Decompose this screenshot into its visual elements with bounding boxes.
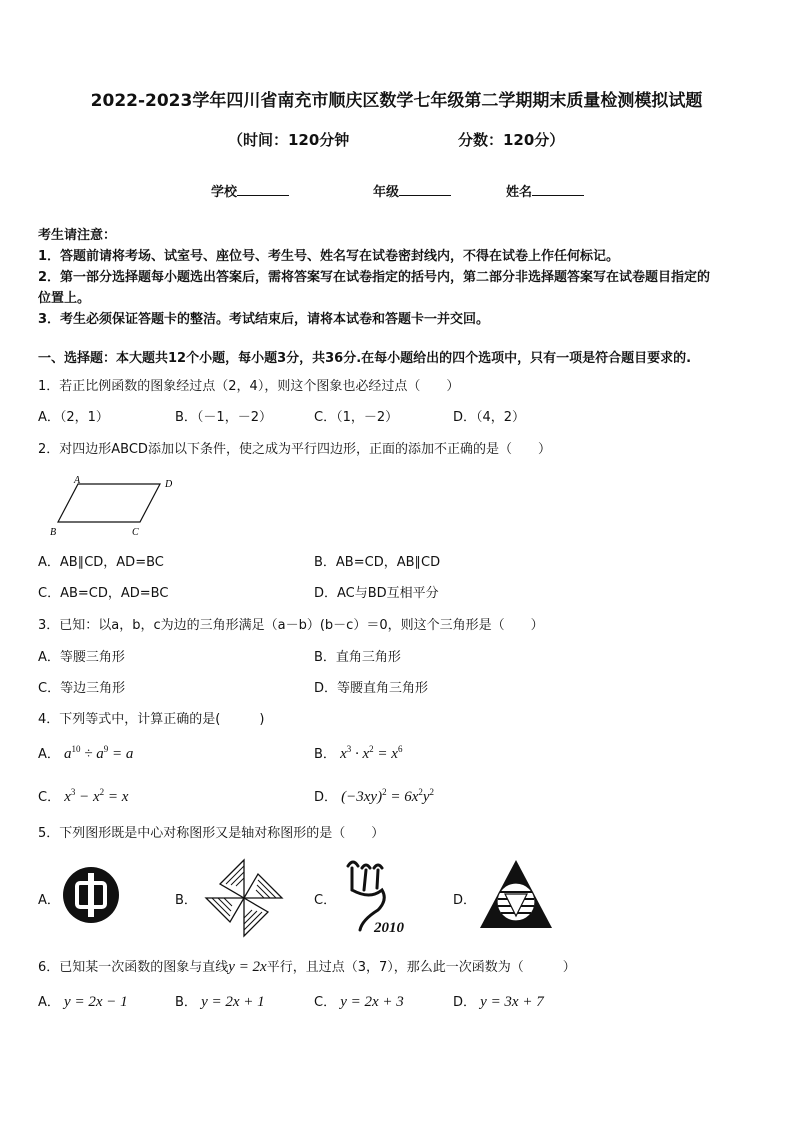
expo-logo-icon — [340, 856, 410, 938]
q6-option-b-label: B． — [175, 995, 197, 1010]
q6-option-a-label: A． — [38, 995, 60, 1010]
q6-option-a — [38, 991, 128, 1011]
notice-line-3: 3．考生必须保证答题卡的整洁。考试结束后，请将本试卷和答题卡一并交回。 — [38, 312, 490, 327]
q6-option-c — [314, 991, 404, 1011]
notice-line-2a: 2．第一部分选择题每小题选出答案后，需将答案写在试卷指定的括号内，第二部分非选择题答案写在试卷题目指定的 — [38, 270, 711, 285]
q4-option-d-formula: $(-3xy)^2 = 6x^2y^2$ — [341, 787, 435, 805]
q4-option-b-formula: $x^3 \cdot x^2 = x^6$ — [340, 744, 403, 762]
q1-option-b: B．（－1，－2） — [175, 410, 272, 425]
q4-option-d-label: D． — [314, 790, 338, 805]
q3-option-c: C．等边三角形 — [38, 681, 126, 696]
q4-option-a-label: A． — [38, 747, 60, 762]
q5-option-b-label: B． — [175, 893, 197, 908]
q1-stem: 1．若正比例函数的图象经过点（2，4），则这个图象也必经过点（ ） — [38, 379, 460, 394]
q6-option-d-formula: y = 3x + 7 — [480, 994, 544, 1010]
q6-stem — [38, 956, 576, 976]
q4-option-c — [38, 786, 128, 806]
expo-logo-year: 2010 — [374, 920, 404, 936]
bank-logo-icon — [60, 864, 122, 926]
vertex-label-b: B — [50, 527, 57, 538]
notice-line-1: 1．答题前请将考场、试室号、座位号、考生号、姓名写在试卷密封线内，不得在试卷上作任何标记。 — [38, 249, 620, 264]
name-label: 姓名 — [506, 185, 533, 200]
q6-option-b — [175, 991, 265, 1011]
parallelogram-figure — [44, 474, 184, 540]
q1-option-c: C．（1，－2） — [314, 410, 399, 425]
name-blank — [532, 181, 584, 196]
q4-option-d — [314, 786, 434, 806]
q5-option-a-label: A． — [38, 893, 60, 908]
school-label: 学校 — [211, 185, 238, 200]
q2-option-b: B．AB=CD，AB∥CD — [314, 555, 441, 570]
vertex-label-c: C — [132, 527, 139, 538]
vertex-label-d: D — [165, 479, 173, 490]
q6-option-a-formula: y = 2x − 1 — [64, 994, 128, 1010]
q2-stem: 2．对四边形ABCD添加以下条件，使之成为平行四边形，正面的添加不正确的是（ ） — [38, 442, 551, 457]
q5-stem: 5．下列图形既是中心对称图形又是轴对称图形的是（ ） — [38, 826, 385, 841]
q3-option-b: B．直角三角形 — [314, 650, 401, 665]
q4-option-c-formula: $x^3 - x^2 = x$ — [64, 787, 129, 805]
q6-stem-formula: y = 2x — [228, 959, 267, 975]
vertex-label-a: A — [74, 475, 81, 486]
section-heading: 一、选择题：本大题共12个小题，每小题3分，共36分.在每小题给出的四个选项中，只有一项是符合题目要求的. — [38, 351, 692, 366]
grade-blank — [399, 181, 451, 196]
q4-option-b — [314, 743, 402, 763]
q6-option-d — [453, 991, 544, 1011]
q2-option-c: C．AB=CD，AD=BC — [38, 586, 169, 601]
q6-option-b-formula: y = 2x + 1 — [201, 994, 265, 1010]
q4-option-a-formula: $a^{10} \div a^9 = a$ — [64, 744, 134, 762]
triangle-circle-icon — [478, 856, 554, 932]
q4-option-a — [38, 743, 133, 763]
q3-option-a: A．等腰三角形 — [38, 650, 125, 665]
q2-option-d: D．AC与BD互相平分 — [314, 586, 439, 601]
q4-option-b-label: B． — [314, 747, 336, 762]
q4-stem: 4．下列等式中，计算正确的是( ) — [38, 712, 265, 727]
q6-stem-pre: 6．已知某一次函数的图象与直线 — [38, 960, 229, 975]
school-blank — [237, 181, 289, 196]
notice-heading: 考生请注意： — [38, 228, 117, 243]
q1-option-a: A．（2，1） — [38, 410, 109, 425]
grade-label: 年级 — [373, 185, 400, 200]
time-label: （时间：120分钟 — [228, 131, 350, 149]
q3-stem: 3．已知：以a，b，c为边的三角形满足（a－b）(b－c）＝0，则这个三角形是（ ） — [38, 618, 544, 633]
grade-field — [373, 181, 451, 200]
q1-option-d: D．（4，2） — [453, 410, 526, 425]
name-field — [506, 181, 584, 200]
school-field — [211, 181, 289, 200]
page-title: 2022-2023学年四川省南充市顺庆区数学七年级第二学期期末质量检测模拟试题 — [90, 91, 703, 111]
q6-option-c-label: C． — [314, 995, 337, 1010]
q5-option-c-label: C． — [314, 893, 337, 908]
q6-option-c-formula: y = 2x + 3 — [340, 994, 404, 1010]
q3-option-d: D．等腰直角三角形 — [314, 681, 429, 696]
score-label: 分数：120分） — [458, 131, 565, 149]
q4-option-c-label: C． — [38, 790, 61, 805]
q2-option-a: A．AB∥CD，AD=BC — [38, 555, 164, 570]
q5-option-d-label: D． — [453, 893, 477, 908]
pinwheel-icon — [202, 856, 286, 940]
notice-line-2b: 位置上。 — [38, 291, 91, 306]
q6-option-d-label: D． — [453, 995, 477, 1010]
q6-stem-post: 平行，且过点（3，7），那么此一次函数为（ ） — [266, 960, 576, 975]
